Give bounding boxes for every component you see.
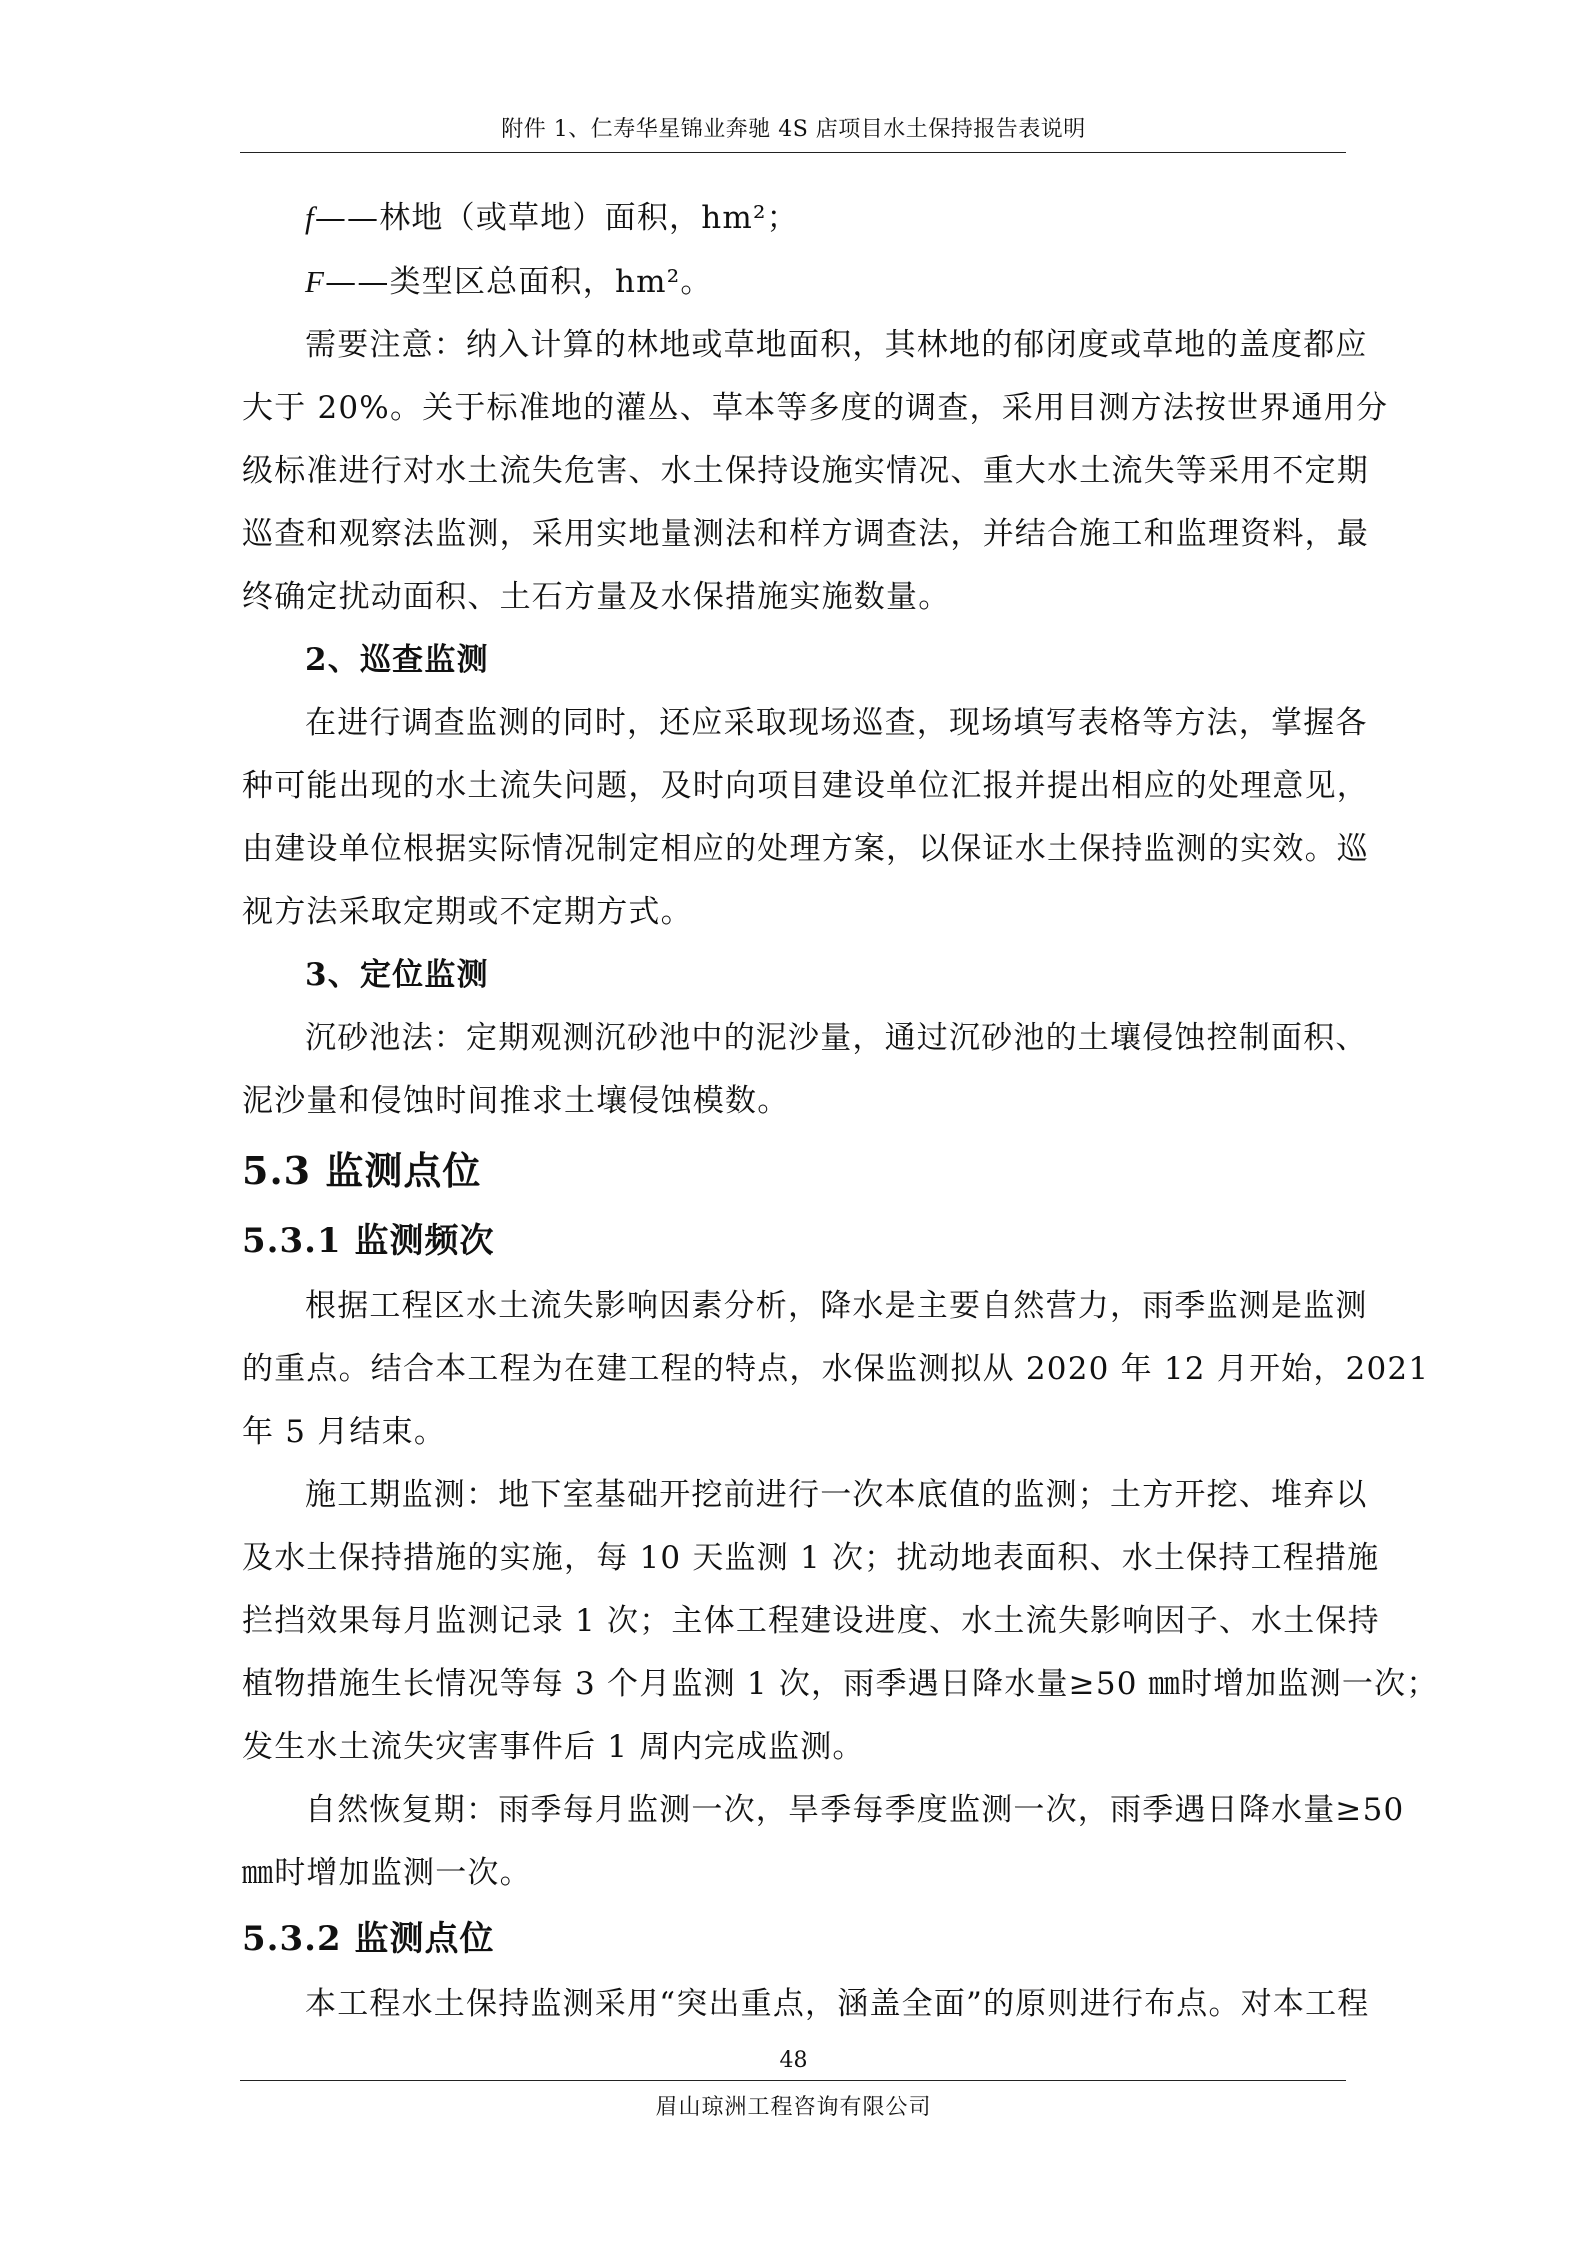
definition-F-text: ——类型区总面积，hm²。 bbox=[325, 264, 713, 300]
text-line: 沉砂池法：定期观测沉砂池中的泥沙量，通过沉砂池的土壤侵蚀控制面积、 bbox=[305, 1020, 1368, 1056]
heading-patrol-monitoring: 2、巡查监测 bbox=[305, 642, 489, 678]
paragraph-sediment bbox=[242, 1007, 1368, 1133]
text-line: 需要注意：纳入计算的林地或草地面积，其林地的郁闭度或草地的盖度都应 bbox=[305, 327, 1368, 363]
text-line: 年 5 月结束。 bbox=[242, 1414, 447, 1450]
text-line: 植物措施生长情况等每 3 个月监测 1 次，雨季遇日降水量≥50 ㎜时增加监测一次； bbox=[242, 1666, 1439, 1702]
page-number: 48 bbox=[779, 2048, 808, 2073]
text-line: 根据工程区水土流失影响因素分析，降水是主要自然营力，雨季监测是监测 bbox=[305, 1288, 1368, 1324]
definition-f-text: ——林地（或草地）面积，hm²； bbox=[314, 200, 799, 236]
paragraph-patrol bbox=[242, 692, 1369, 944]
text-line: 由建设单位根据实际情况制定相应的处理方案，以保证水土保持监测的实效。巡 bbox=[242, 831, 1369, 867]
text-line: 种可能出现的水土流失问题，及时向项目建设单位汇报并提出相应的处理意见， bbox=[242, 768, 1369, 804]
definition-f bbox=[242, 186, 1352, 250]
variable-F: F bbox=[305, 264, 326, 299]
heading-5-3: 5.3 监测点位 bbox=[242, 1148, 482, 1193]
text-line: 在进行调查监测的同时，还应采取现场巡查，现场填写表格等方法，掌握各 bbox=[305, 705, 1368, 741]
definition-F bbox=[242, 250, 1352, 314]
text-line: 自然恢复期：雨季每月监测一次，旱季每季度监测一次，雨季遇日降水量≥50 bbox=[305, 1792, 1405, 1828]
paragraph-note bbox=[242, 314, 1389, 629]
text-line: 大于 20%。关于标准地的灌丛、草本等多度的调查，采用目测方法按世界通用分 bbox=[242, 390, 1389, 426]
heading-position-monitoring: 3、定位监测 bbox=[305, 957, 489, 993]
text-line: 泥沙量和侵蚀时间推求土壤侵蚀模数。 bbox=[242, 1083, 790, 1119]
heading-5-3-2: 5.3.2 监测点位 bbox=[242, 1919, 495, 1959]
text-line: 本工程水土保持监测采用“突出重点，涵盖全面”的原则进行布点。对本工程 bbox=[305, 1986, 1370, 2022]
text-line: 的重点。结合本工程为在建工程的特点，水保监测拟从 2020 年 12 月开始，2021 bbox=[242, 1351, 1430, 1387]
paragraph-recovery-period bbox=[242, 1779, 1405, 1905]
text-line: ㎜时增加监测一次。 bbox=[242, 1855, 532, 1891]
footer-company: 眉山琼洲工程咨询有限公司 bbox=[655, 2095, 932, 2120]
paragraph-construction-period bbox=[242, 1464, 1439, 1779]
text-line: 级标准进行对水土流失危害、水土保持设施实情况、重大水土流失等采用不定期 bbox=[242, 453, 1369, 489]
text-line: 施工期监测：地下室基础开挖前进行一次本底值的监测；土方开挖、堆弃以 bbox=[305, 1477, 1368, 1513]
text-line: 发生水土流失灾害事件后 1 周内完成监测。 bbox=[242, 1729, 865, 1765]
paragraph-frequency bbox=[242, 1275, 1430, 1464]
document-body bbox=[242, 186, 1439, 2036]
variable-f: f bbox=[305, 200, 315, 235]
header-rule bbox=[240, 152, 1346, 153]
paragraph-points bbox=[242, 1973, 1370, 2036]
text-line: 终确定扰动面积、土石方量及水保措施实施数量。 bbox=[242, 579, 951, 615]
heading-5-3-1: 5.3.1 监测频次 bbox=[242, 1221, 495, 1261]
text-line: 及水土保持措施的实施，每 10 天监测 1 次；扰动地表面积、水土保持工程措施 bbox=[242, 1540, 1380, 1576]
text-line: 视方法采取定期或不定期方式。 bbox=[242, 894, 693, 930]
footer-rule bbox=[240, 2080, 1346, 2081]
page-header: 附件 1、仁寿华星锦业奔驰 4S 店项目水土保持报告表说明 bbox=[501, 117, 1086, 142]
text-line: 拦挡效果每月监测记录 1 次；主体工程建设进度、水土流失影响因子、水土保持 bbox=[242, 1603, 1380, 1639]
text-line: 巡查和观察法监测，采用实地量测法和样方调查法，并结合施工和监理资料，最 bbox=[242, 516, 1369, 552]
